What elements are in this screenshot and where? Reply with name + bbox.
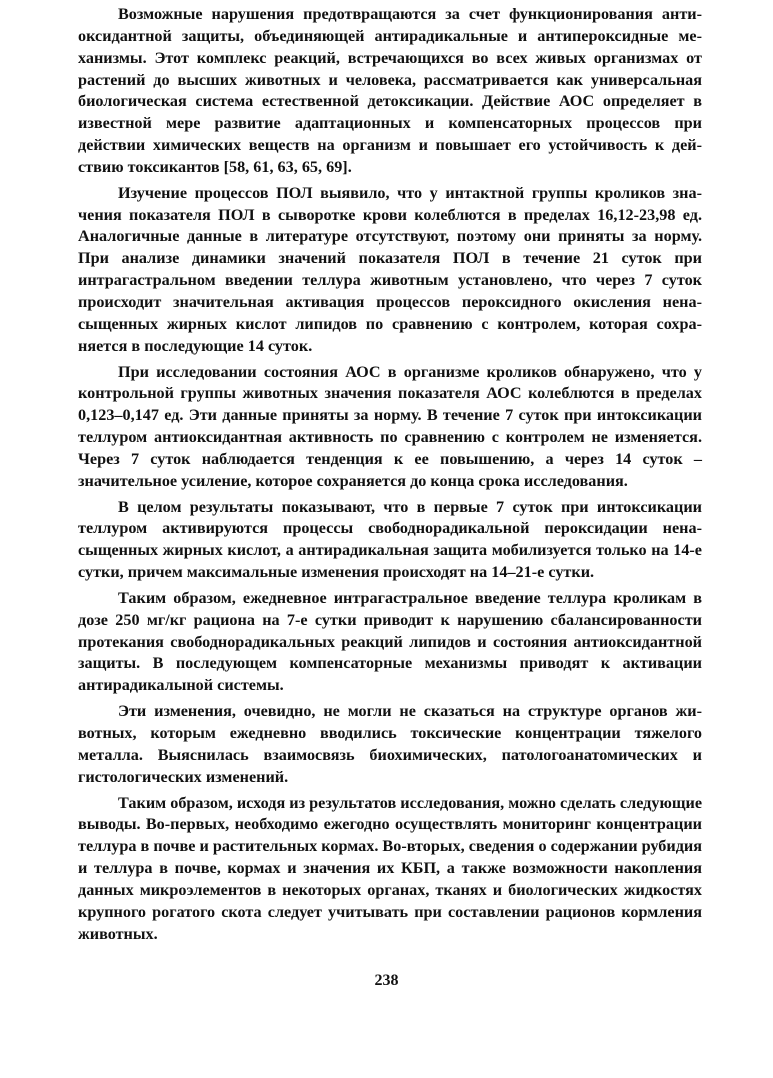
paragraph-final-conclusions: Таким образом, исходя из результатов исследования, можно сделать следующие выводы. Во-первых, необходимо ежегодно осуществлять мониторинг концентрации теллура в почве и растительных кормах. Во-вторых, сведения о содержании рубидия и теллура в почве, кормах и значения их КБП, а также возможности накопления данных микроэлементов в некоторых органах, тканях и биологических жидкостях крупного рогатого скота следует учитывать при составлении рационов кормления животных. bbox=[78, 793, 702, 943]
document-body bbox=[78, 4, 702, 949]
paragraph-pol-study: Изучение процессов ПОЛ выявило, что у интактной группы кроликов значения показателя ПОЛ в сыворотке крови колеблются в пределах 16,12-23,98 ед. Аналогичные данные в литературе отсутствуют, поэтому они приняты за норму. При анализе динамики значений показателя ПОЛ в течение 21 суток при интрагастральном введении теллура животным установлено, что через 7 суток происходит значительная активация процессов пероксидного окисления ненасыщенных жирных кислот липидов по сравнению с контролем, которая сохраняется в последующие 14 суток. bbox=[78, 183, 702, 355]
paragraph-organ-changes: Эти изменения, очевидно, не могли не сказаться на структуре органов животных, которым ежедневно вводились токсические концентрации тяжелого металла. Выяснилась взаимосвязь биохимических, патологоанатомических и гистологических изменений. bbox=[78, 702, 702, 786]
paragraph-aos-intro: Возможные нарушения предотвращаются за счет функционирования антиоксидантной защиты, объединяющей антирадикальные и антипероксидные механизмы. Этот комплекс реакций, встречающихся во всех живых организмах от растений до высших животных и человека, рассматривается как универсальная биологическая система естественной детоксикации. Действие АОС определяет в известной мере развитие адаптационных и компенсаторных процессов при действии химических веществ на организм и повышает его устойчивость к действию токсикантов [58, 61, 63, 65, 69]. bbox=[78, 5, 702, 176]
paragraph-aos-study: При исследовании состояния АОС в организме кроликов обнаружено, что у контрольной группы животных значения показателя АОС колеблются в пределах 0,123–0,147 ед. Эти данные приняты за норму. В течение 7 суток при интоксикации теллуром антиоксидантная активность по сравнению с контролем не изменяется. Через 7 суток наблюдается тенденция к ее повышению, а через 14 суток – значительное усиление, которое сохраняется до конца срока исследования. bbox=[78, 362, 702, 490]
paragraph-conclusion-dose: Таким образом, ежедневное интрагастральное введение теллура кроликам в дозе 250 мг/кг рациона на 7-е сутки приводит к нарушению сбалансированности протекания свободнорадикальных реакций липидов и состояния антиоксидантной защиты. В последующем компенсаторные механизмы приводят к активации антирадикалыной системы. bbox=[78, 588, 702, 695]
paragraph-overall-results: В целом результаты показывают, что в первые 7 суток при интоксикации теллуром активируются процессы свободнорадикальной пероксидации ненасыщенных жирных кислот, а антирадикальная защита мобилизуется только на 14-е сутки, причем максимальные изменения происходят на 14–21-е сутки. bbox=[78, 497, 702, 582]
page-number: 238 bbox=[374, 972, 399, 989]
